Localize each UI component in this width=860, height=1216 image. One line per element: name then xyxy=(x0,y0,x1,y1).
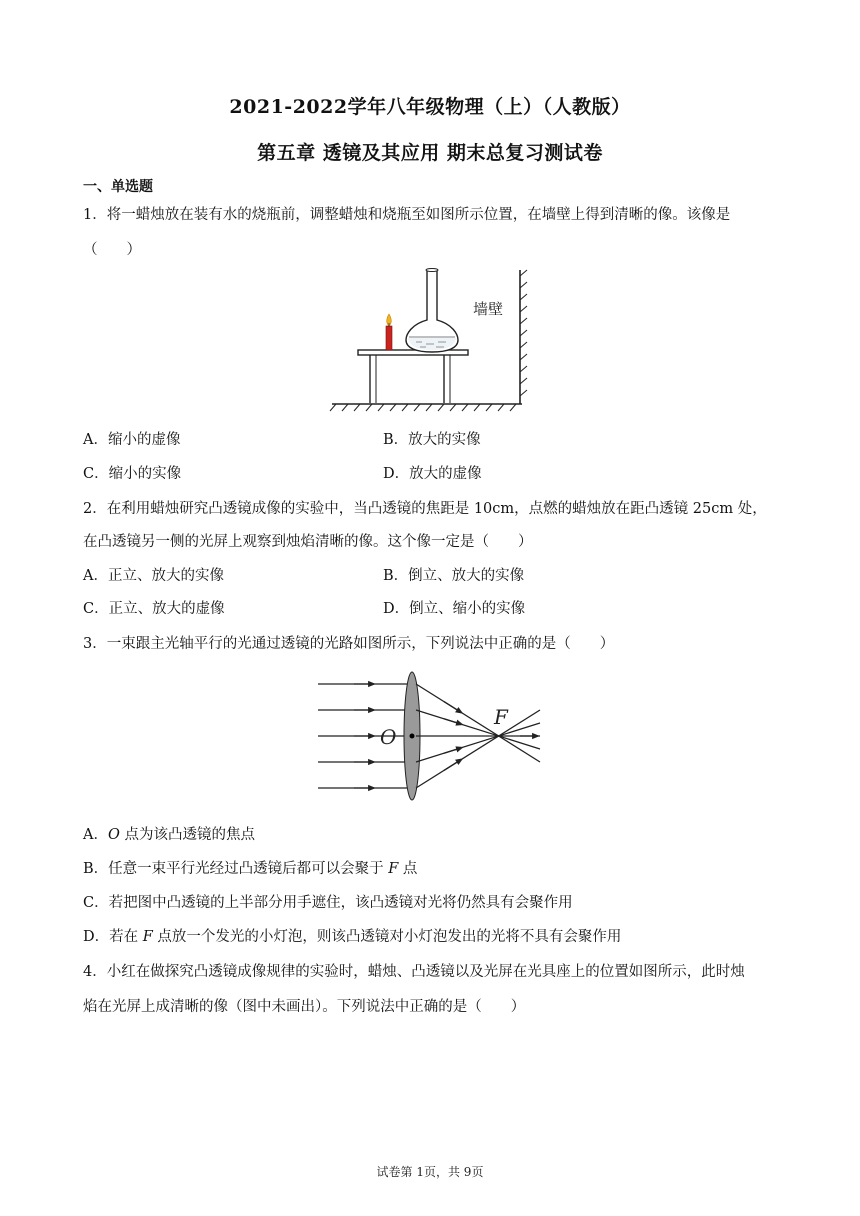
page-title: 2021-2022学年八年级物理（上）（人教版） xyxy=(229,96,631,118)
q1-stem-line1: 1．将一蜡烛放在装有水的烧瓶前，调整蜡烛和烧瓶至如图所示位置，在墙壁上得到清晰的像。该像是 xyxy=(83,207,731,223)
section-heading: 一、单选题 xyxy=(83,179,153,195)
page-subtitle: 第五章 透镜及其应用 期末总复习测试卷 xyxy=(257,142,603,164)
q3-option-d: D．若在 F 点放一个发光的小灯泡，则该凸透镜对小灯泡发出的光将不具有会聚作用 xyxy=(83,929,622,945)
q2-option-d: D．倒立、缩小的实像 xyxy=(383,601,526,617)
page-footer: 试卷第 1页，共 9页 xyxy=(376,1165,484,1179)
q3-stem: 3．一束跟主光轴平行的光通过透镜的光路如图所示，下列说法中正确的是（ ） xyxy=(83,636,615,652)
candle-body xyxy=(386,326,392,350)
focus-label: F xyxy=(494,705,508,729)
q1-option-d: D．放大的虚像 xyxy=(383,466,482,482)
q1-option-c: C．缩小的实像 xyxy=(83,466,182,482)
q2-option-b: B．倒立、放大的实像 xyxy=(383,568,525,584)
q1-option-b: B．放大的实像 xyxy=(383,432,481,448)
q3-option-c: C．若把图中凸透镜的上半部分用手遮住，该凸透镜对光将仍然具有会聚作用 xyxy=(83,895,573,911)
q2-option-a: A．正立、放大的实像 xyxy=(83,568,224,584)
q1-stem-line2: （ ） xyxy=(83,242,141,258)
q2-option-c: C．正立、放大的虚像 xyxy=(83,601,225,617)
q1-option-a: A．缩小的虚像 xyxy=(83,432,181,448)
floor-hatching xyxy=(330,404,516,411)
q1-candle-flask-figure xyxy=(326,266,536,414)
q3-option-a: A．O 点为该凸透镜的焦点 xyxy=(83,827,255,843)
q4-stem-line2: 焰在光屏上成清晰的像（图中未画出）。下列说法中正确的是（ ） xyxy=(83,999,526,1015)
q3-convex-lens-figure xyxy=(314,668,546,810)
q2-stem-line2: 在凸透镜另一侧的光屏上观察到烛焰清晰的像。这个像一定是（ ） xyxy=(83,534,533,550)
table-top xyxy=(358,350,468,355)
wall-label: 墙壁 xyxy=(473,300,504,318)
q2-stem-line1: 2．在利用蜡烛研究凸透镜成像的实验中，当凸透镜的焦距是 10cm，点燃的蜡烛放在距凸透镜 25cm 处， xyxy=(83,501,767,517)
q4-stem-line1: 4．小红在做探究凸透镜成像规律的实验时，蜡烛、凸透镜以及光屏在光具座上的位置如图所示，此时烛 xyxy=(83,964,745,980)
optical-center-label: O xyxy=(380,725,397,749)
q3-option-b: B．任意一束平行光经过凸透镜后都可以会聚于 F 点 xyxy=(83,861,418,877)
wall-hatching xyxy=(520,270,527,396)
optical-center-dot xyxy=(410,734,415,739)
